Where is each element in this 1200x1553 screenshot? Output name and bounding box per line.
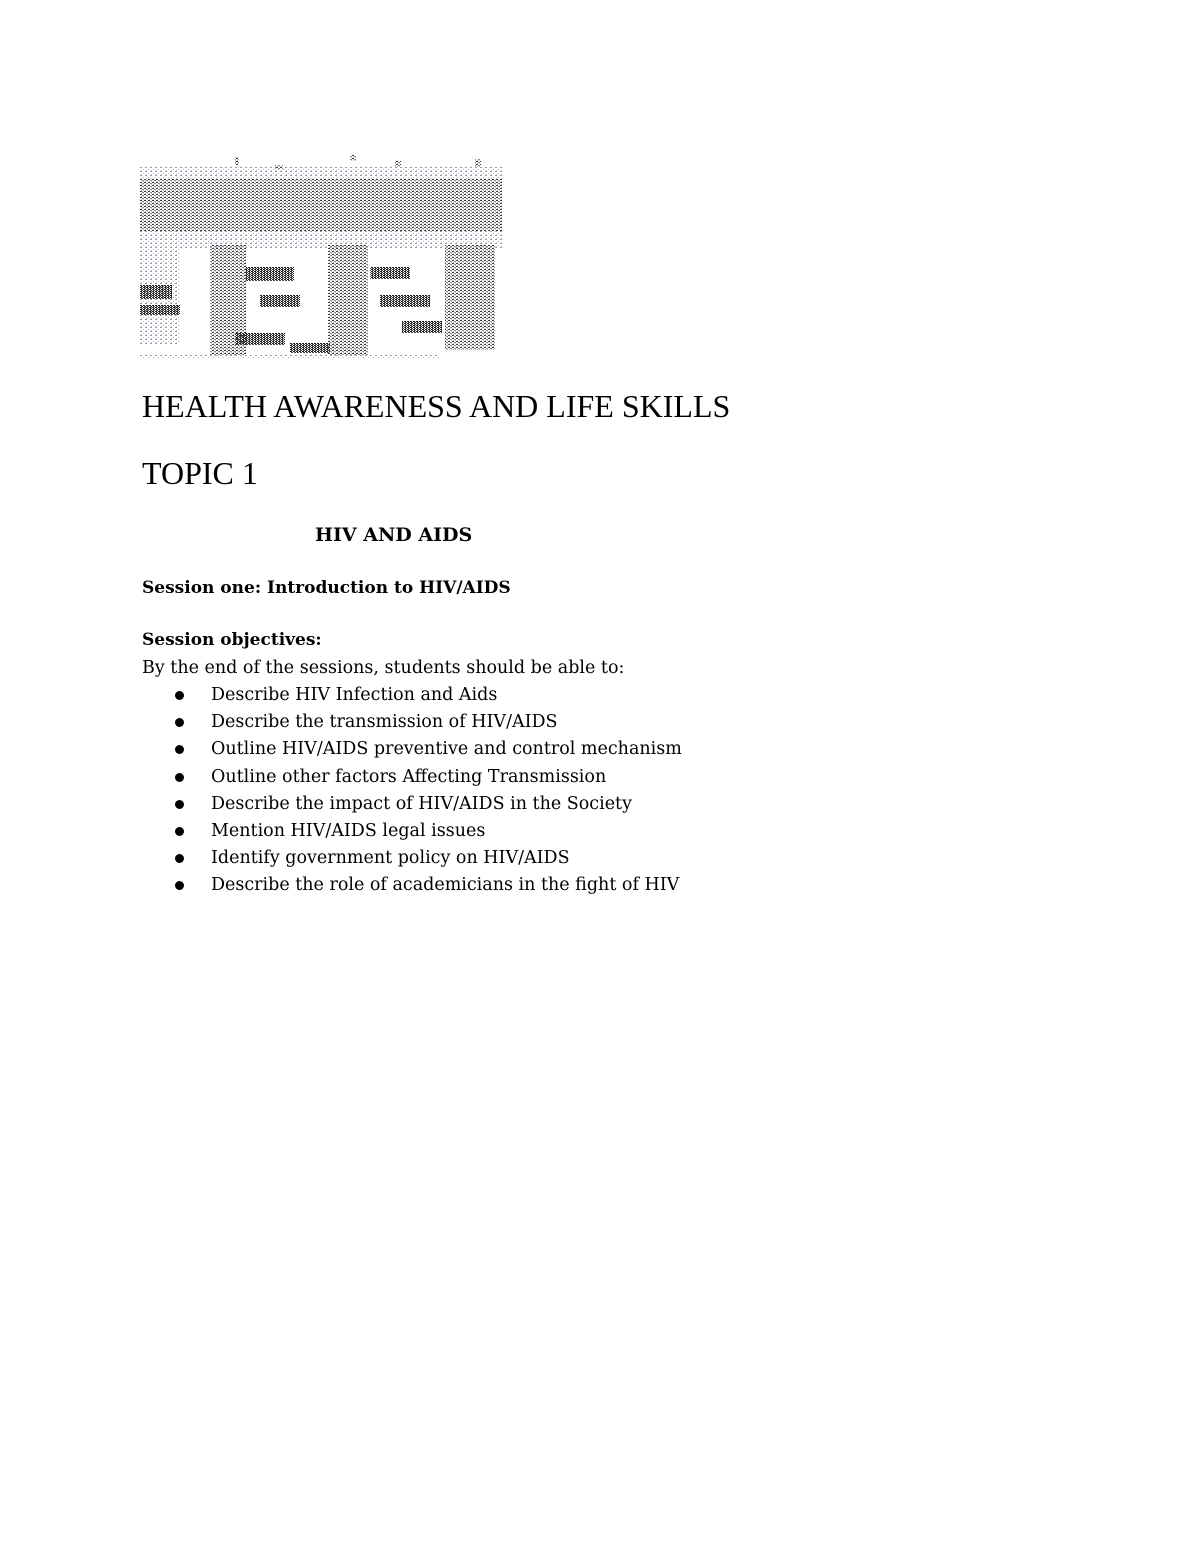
objective-text: Describe the transmission of HIV/AIDS (211, 712, 558, 733)
section-heading: HIV AND AIDS (315, 524, 473, 546)
document-title: HEALTH AWARENESS AND LIFE SKILLS (142, 388, 731, 424)
objective-text: Describe the role of academicians in the fight of HIV (211, 875, 680, 896)
bullet-icon (175, 718, 184, 727)
bullet-icon (175, 773, 184, 782)
objective-text: Describe the impact of HIV/AIDS in the Society (211, 793, 632, 814)
objective-text: Describe HIV Infection and Aids (211, 685, 498, 705)
objectives-intro: By the end of the sessions, students should be able to: (142, 658, 625, 678)
objective-text: Outline other factors Affecting Transmission (211, 766, 607, 787)
objective-text: Identify government policy on HIV/AIDS (211, 848, 570, 869)
session-title: Session one: Introduction to HIV/AIDS (142, 578, 511, 598)
bullet-icon (175, 881, 184, 890)
objective-text: Outline HIV/AIDS preventive and control mechanism (211, 739, 682, 760)
institution-logo-banner-image (140, 155, 502, 361)
topic-heading: TOPIC 1 (142, 455, 258, 491)
objective-text: Mention HIV/AIDS legal issues (211, 820, 486, 841)
bullet-icon (175, 854, 184, 863)
bullet-icon (175, 800, 184, 809)
bullet-icon (175, 827, 184, 836)
bullet-icon (175, 745, 184, 754)
objectives-heading: Session objectives: (142, 630, 322, 650)
bullet-icon (175, 691, 184, 700)
